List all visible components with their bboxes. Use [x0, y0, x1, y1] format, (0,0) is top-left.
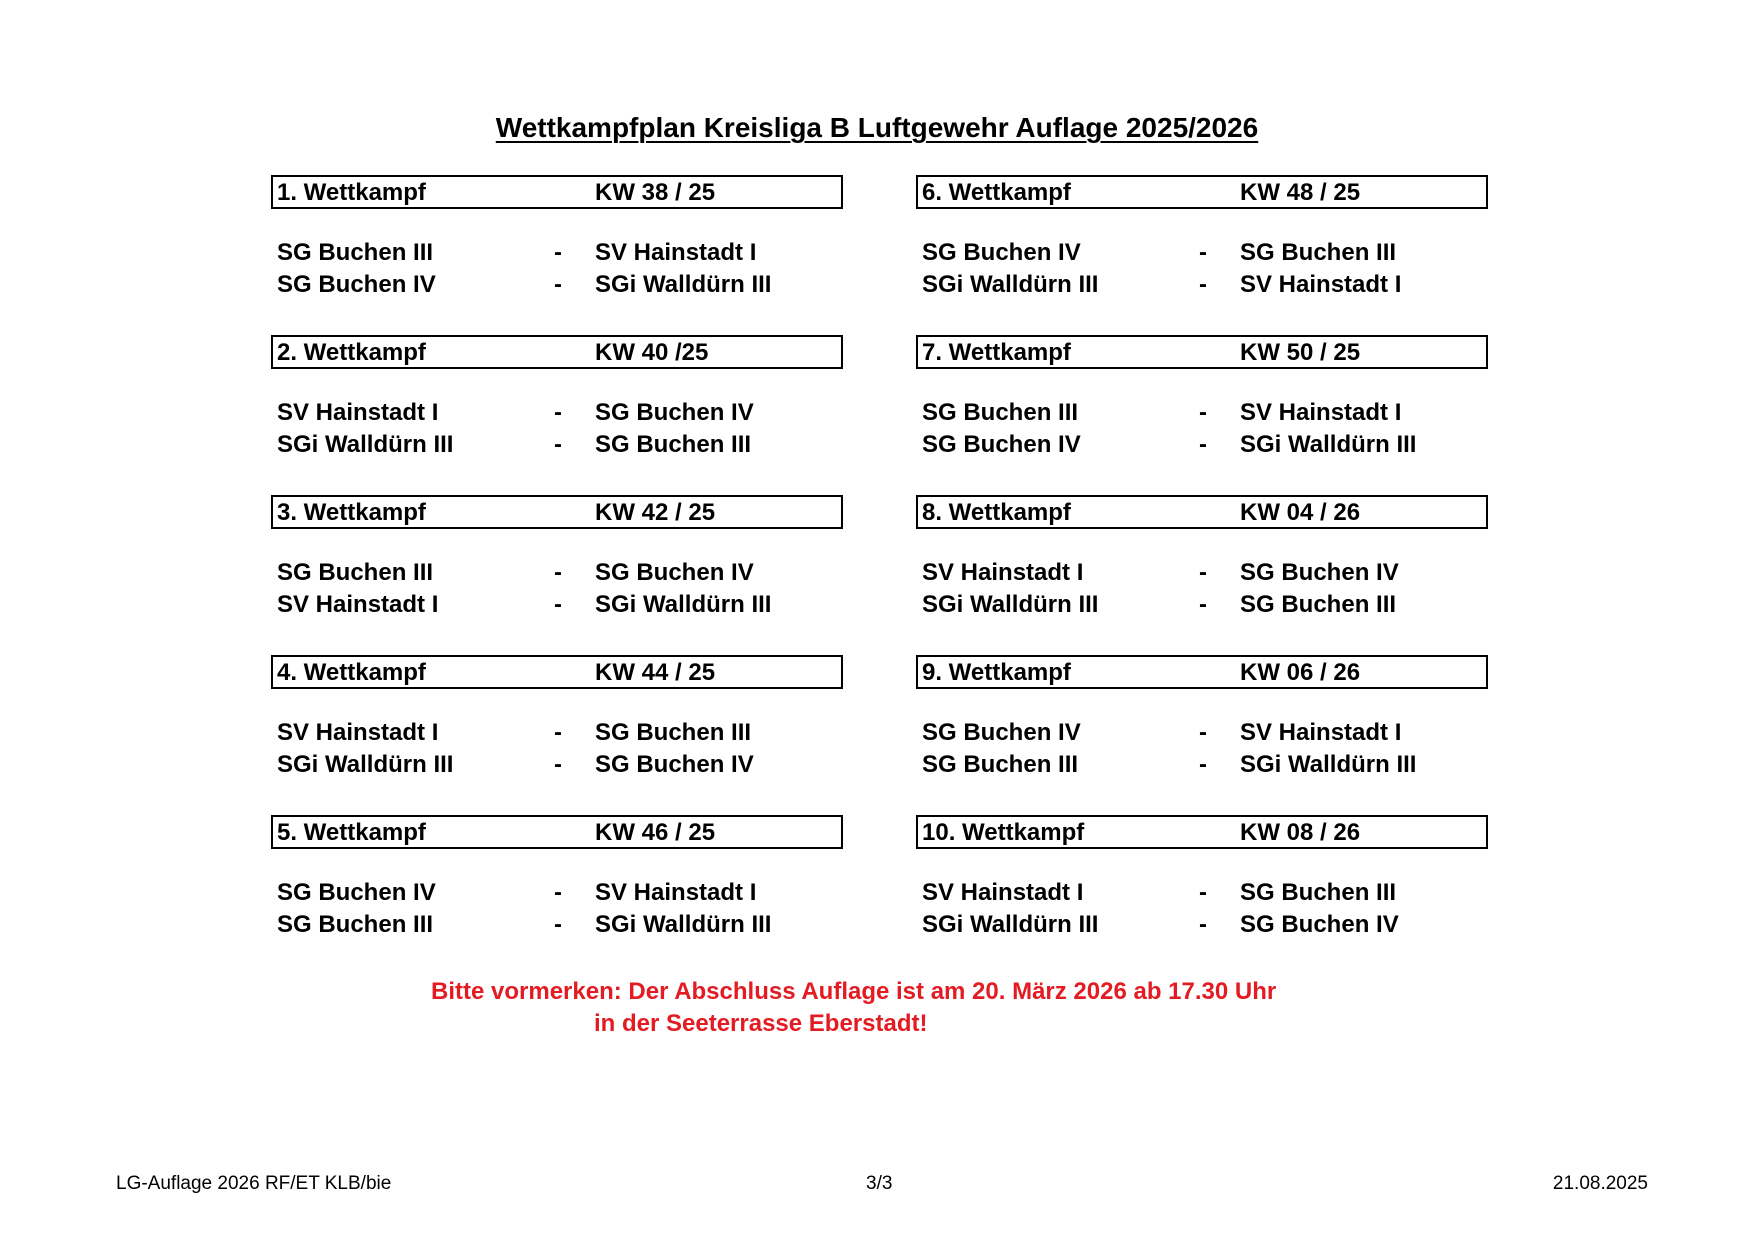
home-team: SG Buchen IV	[277, 879, 436, 906]
notice-line-2: in der Seeterrasse Eberstadt!	[594, 1010, 928, 1037]
match-row	[916, 397, 1488, 429]
round-header	[916, 495, 1488, 529]
match-row	[916, 269, 1488, 301]
round-name: 5. Wettkampf	[277, 819, 426, 846]
match-row	[271, 237, 843, 269]
round-week: KW 50 / 25	[1240, 339, 1361, 366]
round-block	[916, 175, 1488, 335]
round-block	[916, 815, 1488, 975]
round-block	[916, 655, 1488, 815]
match-row	[271, 589, 843, 621]
match-row	[271, 909, 843, 941]
round-header	[916, 335, 1488, 369]
match-separator: -	[554, 879, 562, 906]
home-team: SGi Walldürn III	[922, 271, 1099, 298]
round-week: KW 44 / 25	[595, 659, 716, 686]
match-row	[271, 397, 843, 429]
match-row	[271, 429, 843, 461]
away-team: SV Hainstadt I	[1240, 271, 1402, 298]
match-separator: -	[1199, 911, 1207, 938]
match-row	[271, 557, 843, 589]
home-team: SV Hainstadt I	[922, 879, 1084, 906]
match-row	[916, 909, 1488, 941]
match-separator: -	[554, 431, 562, 458]
home-team: SG Buchen IV	[922, 431, 1081, 458]
match-row	[916, 749, 1488, 781]
match-row	[271, 269, 843, 301]
away-team: SGi Walldürn III	[1240, 751, 1417, 778]
round-header	[271, 335, 843, 369]
home-team: SG Buchen IV	[277, 271, 436, 298]
round-week: KW 46 / 25	[595, 819, 716, 846]
match-separator: -	[1199, 399, 1207, 426]
notice-line-1: Bitte vormerken: Der Abschluss Auflage ist am 20. März 2026 ab 17.30 Uhr	[431, 978, 1277, 1005]
match-separator: -	[554, 751, 562, 778]
match-separator: -	[1199, 239, 1207, 266]
round-week: KW 08 / 26	[1240, 819, 1361, 846]
round-block	[271, 335, 843, 495]
away-team: SV Hainstadt I	[1240, 719, 1402, 746]
footer-date: 21.08.2025	[1552, 1173, 1648, 1194]
page-title: Wettkampfplan Kreisliga B Luftgewehr Auflage 2025/2026	[495, 112, 1259, 143]
away-team: SV Hainstadt I	[595, 879, 757, 906]
home-team: SG Buchen III	[922, 751, 1079, 778]
round-block	[916, 335, 1488, 495]
round-name: 3. Wettkampf	[277, 499, 426, 526]
match-row	[916, 237, 1488, 269]
home-team: SV Hainstadt I	[277, 591, 439, 618]
match-separator: -	[1199, 271, 1207, 298]
home-team: SV Hainstadt I	[277, 399, 439, 426]
round-week: KW 40 /25	[595, 339, 709, 366]
round-week: KW 42 / 25	[595, 499, 716, 526]
away-team: SG Buchen IV	[1240, 559, 1399, 586]
away-team: SGi Walldürn III	[595, 591, 772, 618]
round-week: KW 04 / 26	[1240, 499, 1361, 526]
round-block	[271, 175, 843, 335]
round-week: KW 48 / 25	[1240, 179, 1361, 206]
round-name: 2. Wettkampf	[277, 339, 426, 366]
home-team: SGi Walldürn III	[922, 911, 1099, 938]
round-block	[271, 815, 843, 975]
round-week: KW 38 / 25	[595, 179, 716, 206]
match-separator: -	[1199, 559, 1207, 586]
round-name: 4. Wettkampf	[277, 659, 426, 686]
match-separator: -	[554, 399, 562, 426]
away-team: SG Buchen IV	[595, 751, 754, 778]
away-team: SGi Walldürn III	[1240, 431, 1417, 458]
away-team: SG Buchen III	[1240, 591, 1397, 618]
round-block	[271, 655, 843, 815]
home-team: SG Buchen III	[277, 911, 434, 938]
round-header	[271, 815, 843, 849]
round-name: 8. Wettkampf	[922, 499, 1071, 526]
schedule-column-left	[271, 175, 843, 975]
home-team: SG Buchen IV	[922, 239, 1081, 266]
match-row	[271, 877, 843, 909]
round-header	[916, 815, 1488, 849]
match-separator: -	[554, 911, 562, 938]
footer-document-id: LG-Auflage 2026 RF/ET KLB/bie	[116, 1173, 392, 1194]
home-team: SG Buchen III	[277, 559, 434, 586]
match-separator: -	[1199, 431, 1207, 458]
round-header	[271, 175, 843, 209]
round-header	[271, 655, 843, 689]
match-separator: -	[554, 591, 562, 618]
match-row	[916, 557, 1488, 589]
footer-page-number: 3/3	[866, 1173, 893, 1194]
round-header	[916, 655, 1488, 689]
match-separator: -	[554, 719, 562, 746]
round-header	[271, 495, 843, 529]
match-row	[916, 589, 1488, 621]
round-name: 1. Wettkampf	[277, 179, 426, 206]
round-name: 10. Wettkampf	[922, 819, 1085, 846]
away-team: SV Hainstadt I	[1240, 399, 1402, 426]
match-row	[916, 717, 1488, 749]
round-name: 9. Wettkampf	[922, 659, 1071, 686]
match-row	[271, 749, 843, 781]
home-team: SV Hainstadt I	[277, 719, 439, 746]
round-name: 7. Wettkampf	[922, 339, 1071, 366]
match-row	[271, 717, 843, 749]
match-row	[916, 877, 1488, 909]
away-team: SV Hainstadt I	[595, 239, 757, 266]
away-team: SG Buchen IV	[595, 399, 754, 426]
round-week: KW 06 / 26	[1240, 659, 1361, 686]
match-separator: -	[554, 239, 562, 266]
match-separator: -	[554, 271, 562, 298]
round-name: 6. Wettkampf	[922, 179, 1071, 206]
away-team: SG Buchen III	[1240, 879, 1397, 906]
away-team: SGi Walldürn III	[595, 911, 772, 938]
schedule-column-right	[916, 175, 1488, 975]
match-row	[916, 429, 1488, 461]
round-header	[916, 175, 1488, 209]
match-separator: -	[1199, 751, 1207, 778]
home-team: SGi Walldürn III	[277, 431, 454, 458]
match-separator: -	[554, 559, 562, 586]
away-team: SGi Walldürn III	[595, 271, 772, 298]
match-separator: -	[1199, 591, 1207, 618]
home-team: SGi Walldürn III	[277, 751, 454, 778]
away-team: SG Buchen III	[595, 719, 752, 746]
home-team: SG Buchen III	[277, 239, 434, 266]
home-team: SV Hainstadt I	[922, 559, 1084, 586]
round-block	[916, 495, 1488, 655]
match-separator: -	[1199, 719, 1207, 746]
away-team: SG Buchen IV	[595, 559, 754, 586]
away-team: SG Buchen IV	[1240, 911, 1399, 938]
home-team: SG Buchen III	[922, 399, 1079, 426]
match-separator: -	[1199, 879, 1207, 906]
away-team: SG Buchen III	[1240, 239, 1397, 266]
home-team: SGi Walldürn III	[922, 591, 1099, 618]
away-team: SG Buchen III	[595, 431, 752, 458]
home-team: SG Buchen IV	[922, 719, 1081, 746]
round-block	[271, 495, 843, 655]
